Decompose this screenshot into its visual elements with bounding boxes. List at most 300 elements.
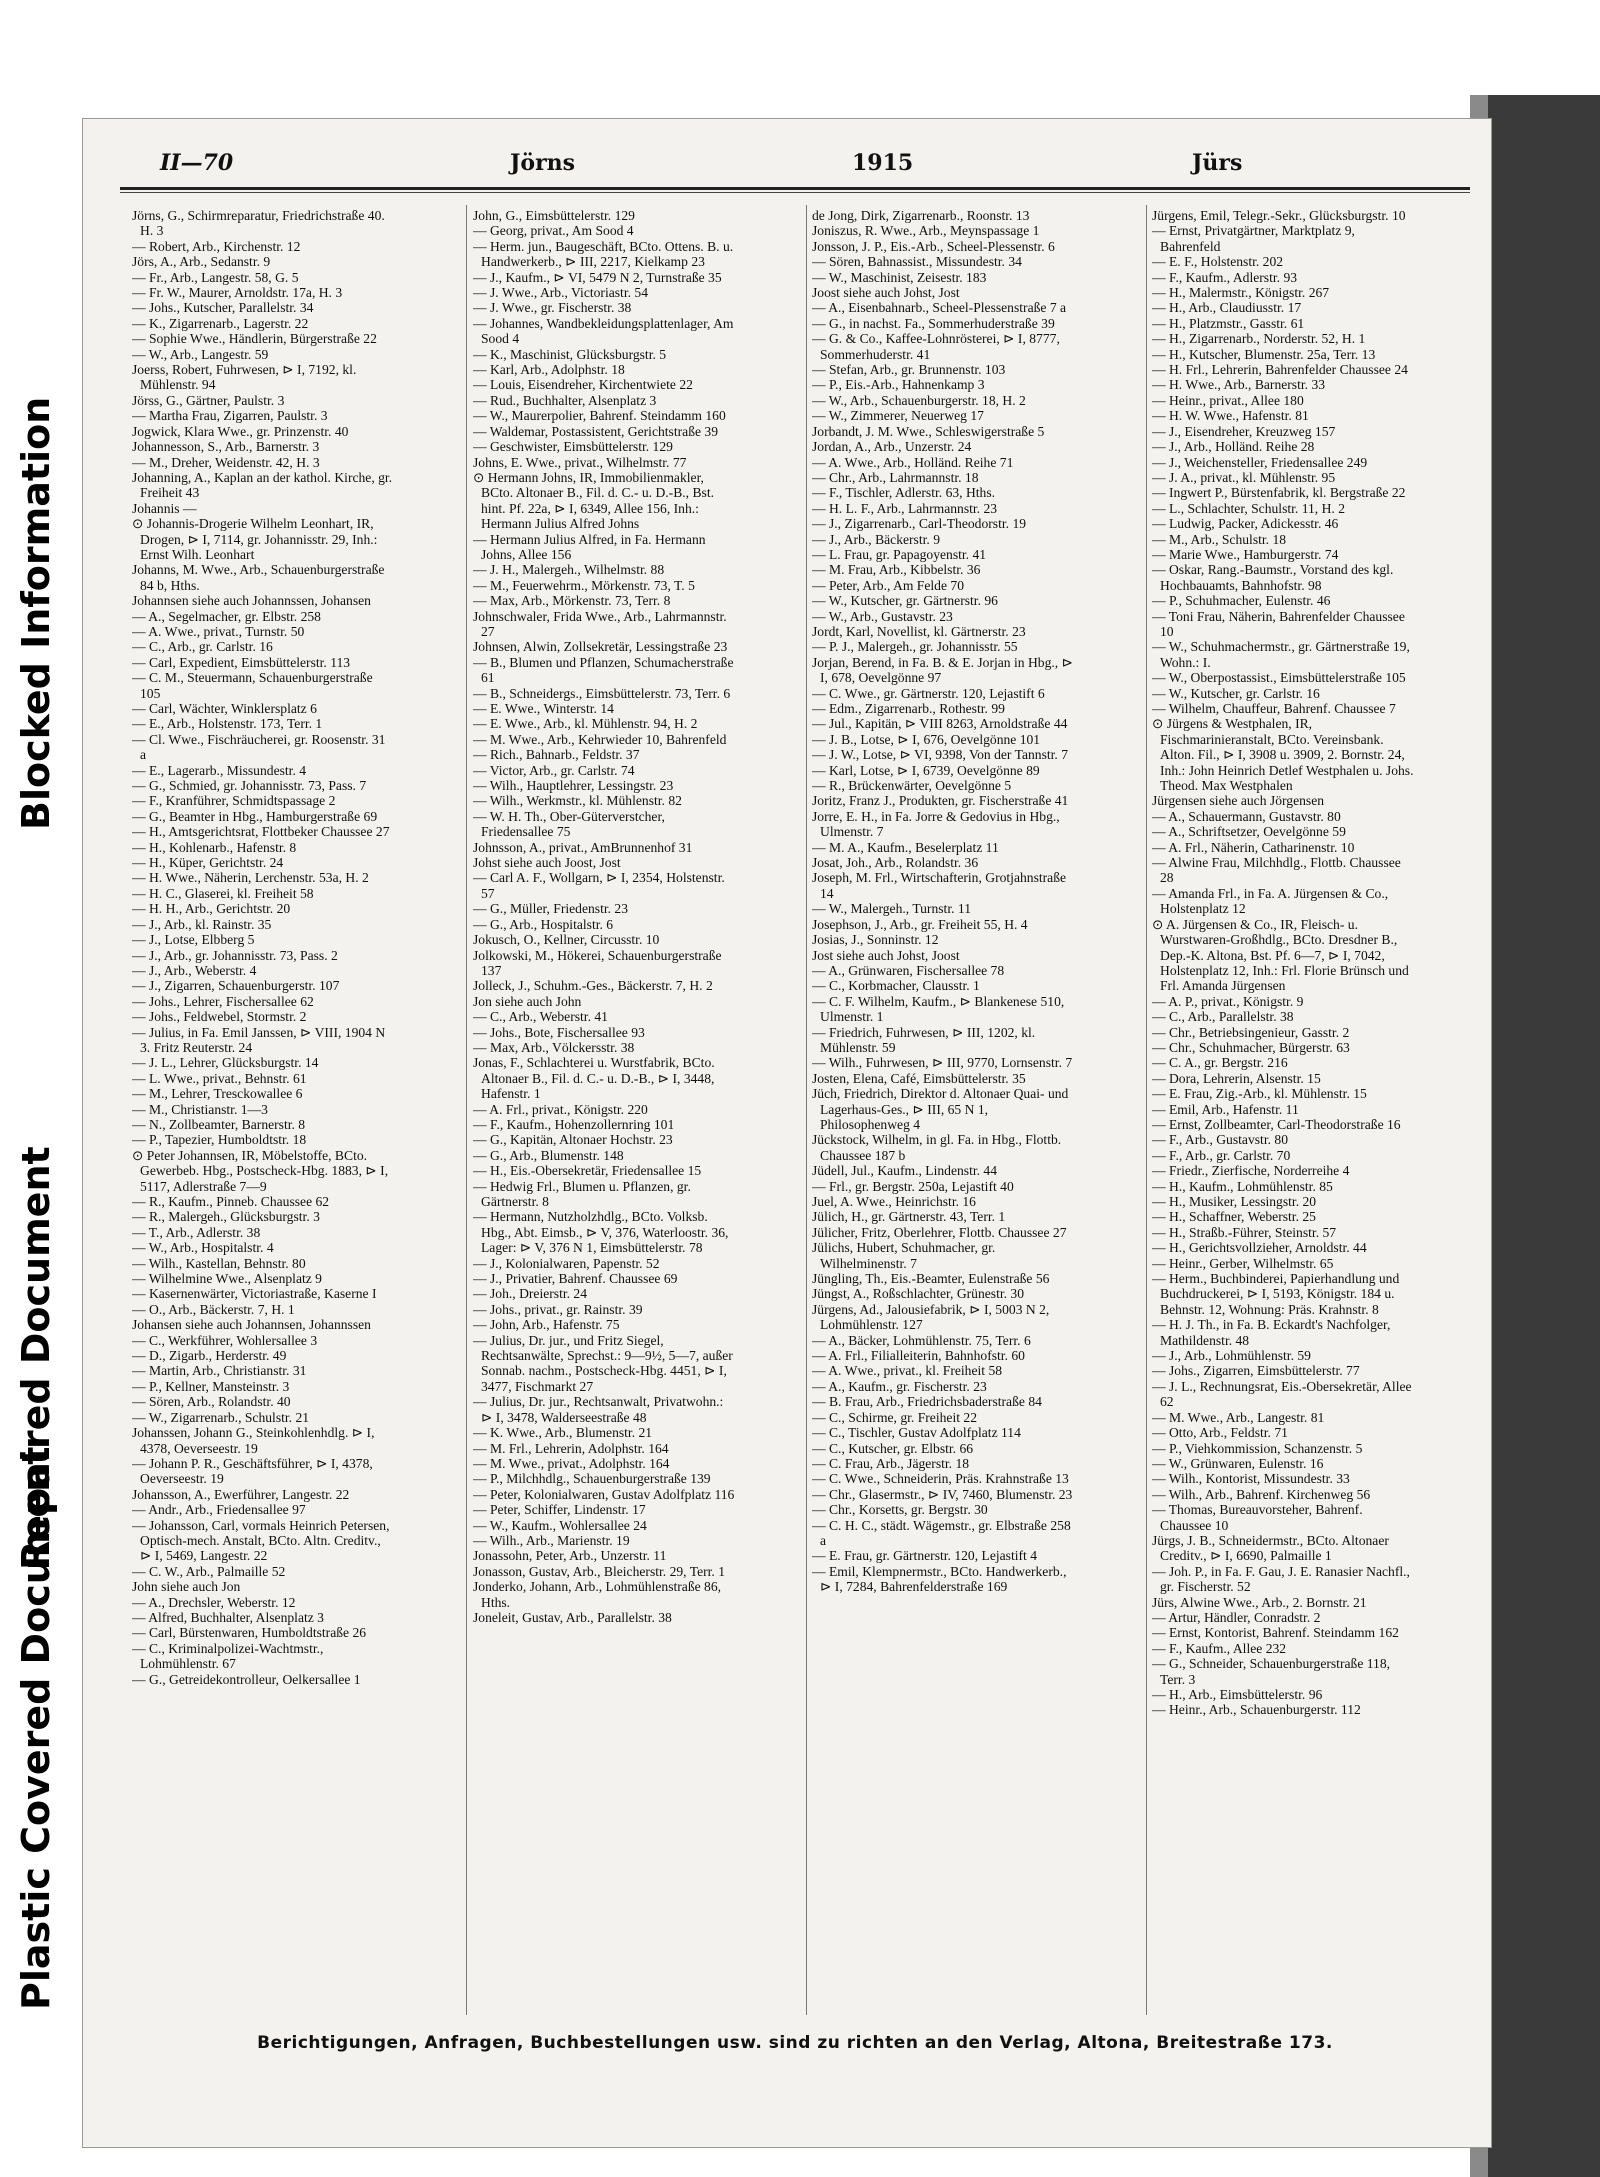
directory-entry: — J., Kaufm., ⊳ VI, 5479 N 2, Turnstraße 35	[473, 269, 722, 285]
footer-notice: Berichtigungen, Anfragen, Buchbestellungen usw. sind zu richten an den Verlag, Altona, Breitestraße 173.	[257, 2033, 1333, 2053]
directory-entry: Johst siehe auch Joost, Jost	[473, 855, 621, 871]
directory-entry: Jolkowski, M., Hökerei, Schauenburgerstraße 137	[473, 947, 722, 978]
directory-entry: Jorjan, Berend, in Fa. B. & E. Jorjan in Hbg., ⊳ I, 678, Oevelgönne 97	[812, 654, 1073, 686]
directory-entry: — H., Kutscher, Blumenstr. 25a, Terr. 13	[1152, 346, 1376, 362]
directory-entry: Joritz, Franz J., Produkten, gr. Fischerstraße 41	[812, 793, 1069, 809]
directory-entry: — Johs., Lehrer, Fischersallee 62	[132, 993, 314, 1009]
directory-entry: — Johs., Kutscher, Parallelstr. 34	[132, 300, 314, 316]
directory-entry: — J. W., Lotse, ⊳ VI, 9398, Von der Tannstr. 7	[812, 747, 1069, 763]
directory-entry: — Fr., Arb., Langestr. 58, G. 5	[132, 269, 299, 285]
directory-entry: — A., Eisenbahnarb., Scheel-Plessenstraße 7 a	[812, 300, 1067, 316]
directory-entry: Johnsen, Alwin, Zollsekretär, Lessingstraße 23	[473, 639, 728, 655]
directory-entry: Johanns, M. Wwe., Arb., Schauenburgerstraße 84 b, Hths.	[132, 562, 385, 593]
directory-entry: — M., Dreher, Weidenstr. 42, H. 3	[132, 454, 320, 470]
directory-entry: — H., Amtsgerichtsrat, Flottbeker Chaussee 27	[132, 824, 390, 840]
directory-entry: — Wilhelm, Chauffeur, Bahrenf. Chaussee 7	[1152, 701, 1396, 716]
directory-entry: — Carl, Bürstenwaren, Humboldtstraße 26	[132, 1625, 367, 1641]
directory-entry: — F., Tischler, Adlerstr. 63, Hths.	[812, 485, 996, 501]
directory-entry: — Sören, Bahnassist., Missundestr. 34	[812, 254, 1022, 270]
directory-entry: ⊙ Peter Johannsen, IR, Möbelstoffe, BCto. Gewerbeb. Hbg., Postscheck-Hbg. 1883, ⊳ I, 5117, Adlerstraße 7—9	[132, 1147, 389, 1194]
directory-entry: Jürgensen siehe auch Jörgensen	[1152, 793, 1325, 809]
directory-entry: — Ernst, Zollbeamter, Carl-Theodorstraße 16	[1152, 1116, 1401, 1132]
directory-entry: — H., Malermstr., Königstr. 267	[1152, 285, 1330, 301]
directory-entry: — Herm. jun., Baugeschäft, BCto. Ottens. B. u. Handwerkerb., ⊳ III, 2217, Kielkamp 23	[473, 238, 734, 270]
directory-entry: — H., Musiker, Lessingstr. 20	[1152, 1194, 1317, 1209]
directory-entry: — C., Kriminalpolizei-Wachtmstr., Lohmühlenstr. 67	[132, 1640, 324, 1672]
directory-entry: — Johs., Feldwebel, Stormstr. 2	[132, 1009, 307, 1025]
directory-entry: — Carl, Expedient, Eimsbüttelerstr. 113	[132, 654, 351, 670]
directory-entry: — J., Arb., gr. Johannisstr. 73, Pass. 2	[132, 947, 338, 963]
directory-entry: — Peter, Kolonialwaren, Gustav Adolfplatz 116	[473, 1486, 735, 1502]
directory-entry: — Chr., Arb., Lahrmannstr. 18	[812, 469, 979, 485]
directory-entry: — H., Gerichtsvollzieher, Arnoldstr. 44	[1152, 1240, 1367, 1256]
header-rule	[120, 187, 1470, 190]
directory-entry: Jüngst, A., Roßschlachter, Grünestr. 30	[812, 1286, 1025, 1302]
directory-column-3	[812, 208, 1074, 2013]
directory-entry: — E. Frau, gr. Gärtnerstr. 120, Lejastift 4	[812, 1548, 1038, 1564]
header-rule-thin	[120, 192, 1470, 193]
directory-entry: Jost siehe auch Johst, Joost	[812, 947, 960, 963]
directory-entry: — Cl. Wwe., Fischräucherei, gr. Roosenstr. 31 a	[132, 731, 386, 763]
directory-entry: — Heinr., Gerber, Wilhelmstr. 65	[1152, 1255, 1334, 1271]
directory-entry: Joniszus, R. Wwe., Arb., Meynspassage 1	[812, 223, 1040, 239]
directory-entry: — H., Küper, Gerichtstr. 24	[132, 855, 284, 871]
directory-entry: — J. L., Lehrer, Glücksburgstr. 14	[132, 1055, 319, 1071]
directory-entry: — Martin, Arb., Christianstr. 31	[132, 1363, 307, 1379]
directory-entry: — J. Wwe., gr. Fischerstr. 38	[473, 300, 632, 316]
directory-entry: — K., Zigarrenarb., Lagerstr. 22	[132, 315, 309, 331]
directory-entry: Jüdell, Jul., Kaufm., Lindenstr. 44	[812, 1163, 998, 1179]
directory-entry: — Carl, Wächter, Winklersplatz 6	[132, 701, 317, 716]
directory-entry: — Wilh., Kastellan, Behnstr. 80	[132, 1255, 306, 1271]
directory-entry: ⊙ Hermann Johns, IR, Immobilienmakler, BCto. Altonaer B., Fil. d. C.- u. D.-B., Bst. hint. Pf. 22a, ⊳ I, 6349, Allee 156, Inh.: Hermann Julius Alfred Johns	[473, 469, 714, 532]
directory-entry: — M., Arb., Schulstr. 18	[1152, 531, 1287, 547]
directory-entry: Joost siehe auch Johst, Jost	[812, 285, 960, 301]
directory-entry: — W., Zimmerer, Neuerweg 17	[812, 408, 984, 424]
directory-entry: Jokusch, O., Kellner, Circusstr. 10	[473, 932, 660, 948]
directory-entry: — E. Wwe., Arb., kl. Mühlenstr. 94, H. 2	[473, 716, 698, 732]
directory-entry: — C. F. Wilhelm, Kaufm., ⊳ Blankenese 510, Ulmenstr. 1	[812, 993, 1065, 1025]
column-divider	[1146, 205, 1147, 2015]
directory-entry: — H., Arb., Claudiusstr. 17	[1152, 300, 1302, 316]
directory-entry: — Alwine Frau, Milchhdlg., Flottb. Chaussee 28	[1152, 855, 1401, 886]
directory-entry: — Chr., Schuhmacher, Bürgerstr. 63	[1152, 1039, 1350, 1055]
directory-entry: — Wilh., Arb., Marienstr. 19	[473, 1532, 630, 1548]
directory-entry: — Max, Arb., Mörkenstr. 73, Terr. 8	[473, 593, 671, 609]
directory-column-4	[1152, 208, 1414, 2013]
directory-entry: Jörss, G., Gärtner, Paulstr. 3	[132, 392, 285, 408]
directory-entry: — Johs., Zigarren, Eimsbüttelerstr. 77	[1152, 1363, 1360, 1379]
directory-entry: — P., Schuhmacher, Eulenstr. 46	[1152, 593, 1331, 609]
directory-entry: — A. Wwe., Arb., Holländ. Reihe 71	[812, 454, 1014, 470]
directory-entry: Jorbandt, J. M. Wwe., Schleswigerstraße 5	[812, 423, 1045, 439]
directory-entry: — W., Schuhmachermstr., gr. Gärtnerstraße 19, Wohn.: I.	[1152, 639, 1410, 670]
directory-entry: — N., Zollbeamter, Barnerstr. 8	[132, 1116, 306, 1132]
directory-entry: — A., Grünwaren, Fischersallee 78	[812, 962, 1005, 978]
directory-entry: — G., Schmied, gr. Johannisstr. 73, Pass. 7	[132, 778, 367, 794]
directory-entry: — J. A., privat., kl. Mühlenstr. 95	[1152, 469, 1336, 485]
directory-entry: Johansen siehe auch Johannsen, Johannssen	[132, 1317, 371, 1333]
directory-entry: — C. H. C., städt. Wägemstr., gr. Elbstraße 258 a	[812, 1517, 1071, 1548]
directory-entry: Jordt, Karl, Novellist, kl. Gärtnerstr. 23	[812, 623, 1026, 639]
directory-entry: — H. Wwe., Arb., Barnerstr. 33	[1152, 377, 1326, 393]
directory-entry: — Artur, Händler, Conradstr. 2	[1152, 1609, 1321, 1625]
directory-entry: — Johannes, Wandbekleidungsplattenlager, Am Sood 4	[473, 315, 734, 347]
directory-entry: — Johann P. R., Geschäftsführer, ⊳ I, 4378, Oeverseestr. 19	[132, 1455, 373, 1487]
directory-entry: — E., Lagerarb., Missundestr. 4	[132, 762, 307, 778]
side-label-blocked: Blocked Information	[14, 396, 58, 830]
directory-entry: — A. Wwe., privat., Turnstr. 50	[132, 623, 305, 639]
directory-entry: Jürgens, Ad., Jalousiefabrik, ⊳ I, 5003 N 2, Lohmühlenstr. 127	[812, 1301, 1050, 1333]
directory-entry: — J., Privatier, Bahrenf. Chaussee 69	[473, 1271, 678, 1287]
directory-entry: — H., Eis.-Obersekretär, Friedensallee 15	[473, 1163, 702, 1179]
directory-entry: — A. P., privat., Königstr. 9	[1152, 993, 1304, 1009]
directory-entry: — A., Kaufm., gr. Fischerstr. 23	[812, 1378, 987, 1394]
column-divider	[466, 205, 467, 2015]
directory-entry: Johannis —	[132, 500, 197, 516]
directory-entry: — A., Drechsler, Weberstr. 12	[132, 1594, 296, 1610]
directory-entry: — Carl A. F., Wollgarn, ⊳ I, 2354, Holstenstr. 57	[473, 870, 725, 901]
directory-entry: — F., Kaufm., Hohenzollernring 101	[473, 1116, 675, 1132]
directory-entry: — Dora, Lehrerin, Alsenstr. 15	[1152, 1070, 1321, 1086]
directory-entry: — A., Schriftsetzer, Oevelgönne 59	[1152, 824, 1346, 840]
directory-entry: — Edm., Zigarrenarb., Rothestr. 99	[812, 701, 1005, 716]
directory-entry: — M. Wwe., Arb., Kehrwieder 10, Bahrenfeld	[473, 731, 727, 747]
directory-entry: — Emil, Arb., Hafenstr. 11	[1152, 1101, 1299, 1117]
directory-entry: — Sören, Arb., Rolandstr. 40	[132, 1394, 291, 1410]
directory-entry: — H., Platzmstr., Gasstr. 61	[1152, 315, 1305, 331]
directory-entry: — C., Werkführer, Wohlersallee 3	[132, 1332, 318, 1348]
directory-entry: — M., Christianstr. 1—3	[132, 1101, 268, 1117]
directory-entry: — Jul., Kapitän, ⊳ VIII 8263, Arnoldstraße 44	[812, 716, 1068, 732]
directory-entry: — C., Schirme, gr. Freiheit 22	[812, 1409, 977, 1425]
directory-entry: — Otto, Arb., Feldstr. 71	[1152, 1425, 1288, 1441]
directory-entry: Jonas, F., Schlachterei u. Wurstfabrik, BCto. Altonaer B., Fil. d. C.- u. D.-B., ⊳ I, 3448, Hafenstr. 1	[473, 1055, 715, 1102]
directory-entry: — W., Maurerpolier, Bahrenf. Steindamm 160	[473, 408, 726, 424]
directory-entry: — H. Frl., Lehrerin, Bahrenfelder Chaussee 24	[1152, 362, 1408, 378]
directory-entry: Johansson, A., Ewerführer, Langestr. 22	[132, 1486, 350, 1502]
directory-entry: — Hedwig Frl., Blumen u. Pflanzen, gr. Gärtnerstr. 8	[473, 1178, 691, 1209]
directory-entry: — A. Frl., privat., Königstr. 220	[473, 1101, 648, 1117]
directory-entry: — C., Kutscher, gr. Elbstr. 66	[812, 1440, 974, 1456]
directory-entry: Johanssen, Johann G., Steinkohlenhdlg. ⊳ I, 4378, Oeverseestr. 19	[132, 1425, 375, 1456]
directory-entry: — W., Maschinist, Zeisestr. 183	[812, 269, 987, 285]
side-labels	[0, 200, 62, 2140]
header-right-word: Jürs	[1192, 150, 1243, 176]
directory-entry: Jürs, Alwine Wwe., Arb., 2. Bornstr. 21	[1152, 1594, 1367, 1610]
directory-entry: Jüch, Friedrich, Direktor d. Altonaer Quai- und Lagerhaus-Ges., ⊳ III, 65 N 1, Philosophenweg 4	[812, 1086, 1069, 1132]
directory-entry: — P. J., Malergeh., gr. Johannisstr. 55	[812, 639, 1018, 655]
directory-entry: — Julius, Dr. jur., Rechtsanwalt, Privatwohn.: ⊳ I, 3478, Walderseestraße 48	[473, 1394, 724, 1425]
directory-entry: — W., Zigarrenarb., Schulstr. 21	[132, 1409, 310, 1425]
directory-entry: Jürgens, Emil, Telegr.-Sekr., Glücksburgstr. 10	[1152, 208, 1406, 223]
directory-entry: — Hermann Julius Alfred, in Fa. Hermann Johns, Allee 156	[473, 531, 706, 562]
directory-entry: — A. Wwe., privat., kl. Freiheit 58	[812, 1363, 1003, 1379]
directory-entry: Joneleit, Gustav, Arb., Parallelstr. 38	[473, 1609, 672, 1625]
directory-entry: — H. W. Wwe., Hafenstr. 81	[1152, 408, 1309, 424]
directory-entry: Jörs, A., Arb., Sedanstr. 9	[132, 254, 271, 270]
directory-entry: — P., Eis.-Arb., Hahnenkamp 3	[812, 377, 985, 393]
directory-entry: — G., Arb., Hospitalstr. 6	[473, 916, 614, 932]
directory-entry: — H. L. F., Arb., Lahrmannstr. 23	[812, 500, 998, 516]
directory-entry: — L. Wwe., privat., Behnstr. 61	[132, 1070, 307, 1086]
directory-entry: — H., Schaffner, Weberstr. 25	[1152, 1209, 1316, 1225]
directory-entry: — B., Blumen und Pflanzen, Schumacherstraße 61	[473, 654, 734, 686]
directory-entry: Johanning, A., Kaplan an der kathol. Kirche, gr. Freiheit 43	[132, 469, 393, 501]
directory-entry: — E. Frau, Zig.-Arb., kl. Mühlenstr. 15	[1152, 1086, 1367, 1102]
directory-entry: — Johansson, Carl, vormals Heinrich Petersen, Optisch-mech. Anstalt, BCto. Altn. Creditv., ⊳ I, 5469, Langestr. 22	[132, 1517, 390, 1564]
header-left-word: Jörns	[510, 150, 576, 176]
directory-entry: — J. Wwe., Arb., Victoriastr. 54	[473, 285, 649, 301]
directory-entry: — W., Arb., Schauenburgerstr. 18, H. 2	[812, 392, 1026, 408]
directory-entry: — D., Zigarb., Herderstr. 49	[132, 1348, 287, 1364]
directory-entry: — J., Eisendreher, Kreuzweg 157	[1152, 423, 1336, 439]
directory-entry: — Johs., Bote, Fischersallee 93	[473, 1024, 645, 1040]
directory-entry: Jordan, A., Arb., Unzerstr. 24	[812, 439, 972, 455]
directory-entry: — J., Lotse, Elbberg 5	[132, 932, 255, 948]
directory-entry: Jogwick, Klara Wwe., gr. Prinzenstr. 40	[132, 423, 349, 439]
directory-entry: ⊙ A. Jürgensen & Co., IR, Fleisch- u. Wurstwaren-Großhdlg., BCto. Dresdner B., Dep.-K. Altona, Bst. Pf. 6—7, ⊳ I, 7042, Holstenplatz 12, Inh.: Frl. Florie Brünsch und Frl. Amanda Jürgensen	[1152, 916, 1409, 994]
directory-entry: Josias, J., Sonninstr. 12	[812, 932, 939, 948]
directory-entry: — Heinr., Arb., Schauenburgerstr. 112	[1152, 1702, 1361, 1718]
page-number: II—70	[160, 150, 234, 176]
directory-entry: — Julius, Dr. jur., und Fritz Siegel, Rechtsanwälte, Sprechst.: 9—9½, 5—7, außer Sonnab. nachm., Postscheck-Hbg. 4451, ⊳ I, 3477, Fischmarkt 27	[473, 1332, 733, 1394]
directory-entry: — H., Kohlenarb., Hafenstr. 8	[132, 839, 297, 855]
directory-entry: — L., Schlachter, Schulstr. 11, H. 2	[1152, 500, 1346, 516]
directory-entry: — M. A., Kaufm., Beselerplatz 11	[812, 839, 999, 855]
directory-entry: — J., Zigarrenarb., Carl-Theodorstr. 19	[812, 516, 1027, 532]
directory-entry: Jonderko, Johann, Arb., Lohmühlenstraße 86, Hths.	[473, 1579, 722, 1610]
directory-entry: — Karl, Lotse, ⊳ I, 6739, Oevelgönne 89	[812, 762, 1040, 778]
directory-entry: — A. Frl., Filialleiterin, Bahnhofstr. 60	[812, 1348, 1025, 1364]
directory-entry: — H. J. Th., in Fa. B. Eckardt's Nachfolger, Mathildenstr. 48	[1152, 1317, 1391, 1348]
directory-entry: Jorre, E. H., in Fa. Jorre & Gedovius in Hbg., Ulmenstr. 7	[812, 808, 1060, 840]
directory-entry: — E., Arb., Holstenstr. 173, Terr. 1	[132, 716, 323, 732]
directory-entry: — W. H. Th., Ober-Güterverstcher, Friedensallee 75	[473, 808, 665, 840]
directory-entry: — Wilh., Werkmstr., kl. Mühlenstr. 82	[473, 793, 682, 809]
directory-entry: — J., Arb., Holländ. Reihe 28	[1152, 439, 1315, 455]
directory-entry: — C., Arb., gr. Carlstr. 16	[132, 639, 273, 655]
directory-entry: — Waldemar, Postassistent, Gerichtstraße 39	[473, 423, 719, 439]
directory-entry: — M. Wwe., privat., Adolphstr. 164	[473, 1455, 670, 1471]
directory-entry: Jolleck, J., Schuhm.-Ges., Bäckerstr. 7, H. 2	[473, 978, 713, 994]
directory-entry: Jon siehe auch John	[473, 993, 582, 1009]
directory-entry: — Marie Wwe., Hamburgerstr. 74	[1152, 546, 1339, 562]
directory-entry: — Robert, Arb., Kirchenstr. 12	[132, 238, 301, 254]
directory-entry: — Ingwert P., Bürstenfabrik, kl. Bergstraße 22	[1152, 485, 1406, 501]
directory-entry: — J., Arb., kl. Rainstr. 35	[132, 916, 272, 932]
directory-entry: John, G., Eimsbüttelerstr. 129	[473, 208, 635, 223]
directory-entry: — W., Malergeh., Turnstr. 11	[812, 901, 971, 917]
directory-entry: — H., Arb., Eimsbüttelerstr. 96	[1152, 1687, 1323, 1702]
directory-entry: — F., Arb., gr. Carlstr. 70	[1152, 1147, 1291, 1163]
directory-entry: — W., Kutscher, gr. Carlstr. 16	[1152, 685, 1320, 701]
directory-entry: — Stefan, Arb., gr. Brunnenstr. 103	[812, 362, 1006, 378]
directory-entry: — W., Arb., Langestr. 59	[132, 346, 269, 362]
directory-entry: — M. Frl., Lehrerin, Adolphstr. 164	[473, 1440, 669, 1456]
directory-entry: — F., Kranführer, Schmidtspassage 2	[132, 793, 336, 809]
side-label-repaired: Repaired Document	[14, 1146, 58, 1570]
directory-entry: — K. Wwe., Arb., Blumenstr. 21	[473, 1425, 653, 1441]
directory-entry: Johns, E. Wwe., privat., Wilhelmstr. 77	[473, 454, 687, 470]
directory-entry: — Ernst, Kontorist, Bahrenf. Steindamm 162	[1152, 1625, 1399, 1641]
directory-entry: — Oskar, Rang.-Baumstr., Vorstand des kgl. Hochbauamts, Bahnhofstr. 98	[1152, 562, 1394, 593]
directory-entry: — Chr., Glasermstr., ⊳ IV, 7460, Blumenstr. 23	[812, 1486, 1073, 1502]
directory-entry: — M., Lehrer, Tresckowallee 6	[132, 1086, 303, 1102]
directory-entry: — H., Kaufm., Lohmühlenstr. 85	[1152, 1178, 1333, 1194]
directory-entry: Juel, A. Wwe., Heinrichstr. 16	[812, 1194, 976, 1209]
directory-entry: — H., Straßb.-Führer, Steinstr. 57	[1152, 1224, 1337, 1240]
directory-entry: — G., Getreidekontrolleur, Oelkersallee 1	[132, 1671, 361, 1687]
directory-entry: Jülichs, Hubert, Schuhmacher, gr. Wilhelminenstr. 7	[812, 1240, 996, 1271]
directory-entry: Jonsson, J. P., Eis.-Arb., Scheel-Plessenstr. 6	[812, 238, 1055, 254]
directory-entry: — P., Tapezier, Humboldtstr. 18	[132, 1132, 307, 1148]
directory-entry: ⊙ Jürgens & Westphalen, IR, Fischmarinieranstalt, BCto. Vereinsbank. Alton. Fil., ⊳ I, 3908 u. 3909, 2. Bornstr. 24, Inh.: John Heinrich Detlef Westphalen u. Johs. Theod. Max Westphalen	[1152, 716, 1414, 794]
directory-column-1	[132, 208, 394, 2013]
directory-entry: — R., Brückenwärter, Oevelgönne 5	[812, 778, 1012, 794]
directory-entry: — J. L., Rechnungsrat, Eis.-Obersekretär, Allee 62	[1152, 1378, 1412, 1410]
directory-entry: — Ludwig, Packer, Adickesstr. 46	[1152, 516, 1339, 532]
directory-entry: — Martha Frau, Zigarren, Paulstr. 3	[132, 408, 328, 424]
directory-entry: — M. Wwe., Arb., Langestr. 81	[1152, 1409, 1325, 1425]
directory-entry: — C. A., gr. Bergstr. 216	[1152, 1055, 1288, 1071]
directory-entry: — F., Kaufm., Allee 232	[1152, 1640, 1287, 1656]
directory-entry: — Wilh., Fuhrwesen, ⊳ III, 9770, Lornsenstr. 7	[812, 1055, 1073, 1071]
directory-entry: — Friedr., Zierfische, Norderreihe 4	[1152, 1163, 1350, 1179]
directory-entry: — G., Müller, Friedenstr. 23	[473, 901, 629, 917]
directory-entry: — Wilh., Hauptlehrer, Lessingstr. 23	[473, 778, 674, 794]
directory-entry: — G., in nachst. Fa., Sommerhuderstraße 39	[812, 315, 1055, 331]
directory-entry: — A., Bäcker, Lohmühlenstr. 75, Terr. 6	[812, 1332, 1031, 1348]
directory-entry: — J. H., Malergeh., Wilhelmstr. 88	[473, 562, 665, 578]
directory-entry: — T., Arb., Adlerstr. 38	[132, 1224, 261, 1240]
directory-entry: — Thomas, Bureauvorsteher, Bahrenf. Chaussee 10	[1152, 1502, 1363, 1533]
directory-entry: — C., Arb., Parallelstr. 38	[1152, 1009, 1294, 1025]
directory-entry: — Rud., Buchhalter, Alsenplatz 3	[473, 392, 657, 408]
directory-entry: ⊙ Johannis-Drogerie Wilhelm Leonhart, IR, Drogen, ⊳ I, 7114, gr. Johannisstr. 29, Inh.: Ernst Wilh. Leonhart	[132, 516, 378, 562]
directory-entry: — Sophie Wwe., Händlerin, Bürgerstraße 22	[132, 331, 377, 347]
directory-entry: — W., Grünwaren, Eulenstr. 16	[1152, 1455, 1324, 1471]
directory-entry: — P., Kellner, Mansteinstr. 3	[132, 1378, 290, 1394]
directory-entry: — Heinr., privat., Allee 180	[1152, 392, 1304, 408]
directory-entry: — Ernst, Privatgärtner, Marktplatz 9, Bahrenfeld	[1152, 223, 1355, 254]
directory-column-2	[473, 208, 735, 2013]
directory-entry: — K., Maschinist, Glücksburgstr. 5	[473, 346, 667, 362]
directory-entry: — W., Kaufm., Wohlersallee 24	[473, 1517, 647, 1533]
directory-entry: — Herm., Buchbinderei, Papierhandlung und Buchdruckerei, ⊳ I, 5193, Königstr. 184 u. Behnstr. 12, Wohnung: Präs. Krahnstr. 8	[1152, 1271, 1400, 1317]
directory-entry: Johannsen siehe auch Johannssen, Johansen	[132, 593, 371, 609]
directory-entry: — B., Schneidergs., Eimsbüttelerstr. 73, Terr. 6	[473, 685, 731, 701]
page-header	[80, 150, 1470, 186]
directory-entry: Joseph, M. Frl., Wirtschafterin, Grotjahnstraße 14	[812, 870, 1067, 901]
directory-entry: Johannesson, S., Arb., Barnerstr. 3	[132, 439, 320, 455]
directory-entry: — A., Schauermann, Gustavstr. 80	[1152, 808, 1341, 824]
directory-entry: — L. Frau, gr. Papagoyenstr. 41	[812, 546, 987, 562]
directory-entry: — Wilh., Kontorist, Missundestr. 33	[1152, 1471, 1350, 1487]
directory-entry: — C. Wwe., Schneiderin, Präs. Krahnstraße 13	[812, 1471, 1069, 1487]
directory-entry: — Georg, privat., Am Sood 4	[473, 223, 634, 239]
directory-entry: — Andr., Arb., Friedensallee 97	[132, 1502, 306, 1518]
directory-entry: — G. & Co., Kaffee-Lohnrösterei, ⊳ I, 8777, Sommerhuderstr. 41	[812, 331, 1060, 362]
directory-entry: — H. Wwe., Näherin, Lerchenstr. 53a, H. 2	[132, 870, 369, 886]
directory-entry: — O., Arb., Bäckerstr. 7, H. 1	[132, 1301, 295, 1317]
directory-entry: — R., Kaufm., Pinneb. Chaussee 62	[132, 1194, 330, 1209]
directory-entry: — J., Arb., Bäckerstr. 9	[812, 531, 940, 547]
directory-entry: — Wilh., Arb., Bahrenf. Kirchenweg 56	[1152, 1486, 1371, 1502]
directory-entry: — Louis, Eisendreher, Kirchentwiete 22	[473, 377, 693, 393]
directory-entry: — Emil, Klempnermstr., BCto. Handwerkerb., ⊳ I, 7284, Bahrenfelderstraße 169	[812, 1563, 1067, 1595]
directory-entry: — A. Frl., Näherin, Catharinenstr. 10	[1152, 839, 1355, 855]
directory-entry: — J., Kolonialwaren, Papenstr. 52	[473, 1255, 660, 1271]
directory-entry: Jückstock, Wilhelm, in gl. Fa. in Hbg., Flottb. Chaussee 187 b	[812, 1132, 1062, 1163]
directory-entry: Johnschwaler, Frida Wwe., Arb., Lahrmannstr. 27	[473, 608, 727, 639]
directory-entry: — G., Beamter in Hbg., Hamburgerstraße 69	[132, 808, 378, 824]
directory-entry: Jürgs, J. B., Schneidermstr., BCto. Altonaer Creditv., ⊳ I, 6690, Palmaille 1	[1152, 1532, 1389, 1564]
directory-entry: — Amanda Frl., in Fa. A. Jürgensen & Co., Holstenplatz 12	[1152, 885, 1389, 917]
directory-entry: — W., Arb., Hospitalstr. 4	[132, 1240, 274, 1256]
directory-entry: — J., Arb., Weberstr. 4	[132, 962, 257, 978]
directory-entry: — C. Frau, Arb., Jägerstr. 18	[812, 1455, 970, 1471]
directory-entry: — M., Feuerwehrm., Mörkenstr. 73, T. 5	[473, 577, 695, 593]
directory-entry: — B. Frau, Arb., Friedrichsbaderstraße 84	[812, 1394, 1042, 1410]
directory-entry: — W., Oberpostassist., Eimsbüttelerstraße 105	[1152, 670, 1406, 686]
directory-entry: — Victor, Arb., gr. Carlstr. 74	[473, 762, 635, 778]
directory-entry: — Joh., Dreierstr. 24	[473, 1286, 588, 1302]
directory-entry: Josat, Joh., Arb., Rolandstr. 36	[812, 855, 979, 871]
directory-entry: Josephson, J., Arb., gr. Freiheit 55, H. 4	[812, 916, 1028, 932]
directory-entry: — Kasernenwärter, Victoriastraße, Kaserne I	[132, 1286, 377, 1302]
directory-entry: de Jong, Dirk, Zigarrenarb., Roonstr. 13	[812, 208, 1030, 223]
header-year: 1915	[852, 150, 914, 176]
directory-entry: — Toni Frau, Näherin, Bahrenfelder Chaussee 10	[1152, 608, 1405, 639]
directory-entry: — C. Wwe., gr. Gärtnerstr. 120, Lejastift 6	[812, 685, 1045, 701]
directory-entry: — F., Kaufm., Adlerstr. 93	[1152, 269, 1298, 285]
directory-entry: — Rich., Bahnarb., Feldstr. 37	[473, 747, 640, 763]
directory-entry: — Johs., privat., gr. Rainstr. 39	[473, 1301, 643, 1317]
directory-entry: — M. Frau, Arb., Kibbelstr. 36	[812, 562, 981, 578]
side-label-plastic: Plastic Covered Document	[14, 1446, 58, 2010]
directory-entry: — R., Malergeh., Glücksburgstr. 3	[132, 1209, 320, 1225]
directory-entry: — Wilhelmine Wwe., Alsenplatz 9	[132, 1271, 322, 1287]
directory-entry: Josten, Elena, Café, Eimsbüttelerstr. 35	[812, 1070, 1026, 1086]
directory-entry: — Max, Arb., Völckersstr. 38	[473, 1039, 635, 1055]
directory-entry: — John, Arb., Hafenstr. 75	[473, 1317, 620, 1333]
directory-entry: — F., Arb., Gustavstr. 80	[1152, 1132, 1288, 1148]
directory-entry: — Peter, Arb., Am Felde 70	[812, 577, 964, 593]
directory-entry: — J., Zigarren, Schauenburgerstr. 107	[132, 978, 340, 994]
directory-entry: — Geschwister, Eimsbüttelerstr. 129	[473, 439, 673, 455]
directory-entry: — J., Arb., Lohmühlenstr. 59	[1152, 1348, 1311, 1364]
directory-entry: — Peter, Schiffer, Lindenstr. 17	[473, 1502, 646, 1518]
directory-entry: — W., Arb., Gustavstr. 23	[812, 608, 953, 624]
directory-entry: Johnsson, A., privat., AmBrunnenhof 31	[473, 839, 693, 855]
directory-entry: Jonassohn, Peter, Arb., Unzerstr. 11	[473, 1548, 667, 1564]
directory-entry: — Joh. P., in Fa. F. Gau, J. E. Ranasier Nachfl., gr. Fischerstr. 52	[1152, 1563, 1410, 1595]
directory-entry: — H. H., Arb., Gerichtstr. 20	[132, 901, 291, 917]
column-divider	[806, 205, 807, 2015]
directory-entry: — Fr. W., Maurer, Arnoldstr. 17a, H. 3	[132, 285, 343, 301]
directory-entry: — Chr., Betriebsingenieur, Gasstr. 2	[1152, 1024, 1350, 1040]
directory-entry: — G., Schneider, Schauenburgerstraße 118, Terr. 3	[1152, 1656, 1391, 1687]
directory-entry: — Chr., Korsetts, gr. Bergstr. 30	[812, 1502, 988, 1518]
directory-entry: — E. F., Holstenstr. 202	[1152, 254, 1284, 270]
directory-entry: — Friedrich, Fuhrwesen, ⊳ III, 1202, kl. Mühlenstr. 59	[812, 1024, 1036, 1055]
directory-entry: Jonasson, Gustav, Arb., Bleicherstr. 29, Terr. 1	[473, 1563, 726, 1579]
directory-entry: — H., Zigarrenarb., Norderstr. 52, H. 1	[1152, 331, 1366, 347]
directory-entry: Jülich, H., gr. Gärtnerstr. 43, Terr. 1	[812, 1209, 1006, 1225]
directory-entry: — G., Kapitän, Altonaer Hochstr. 23	[473, 1132, 673, 1148]
directory-entry: — H. C., Glaserei, kl. Freiheit 58	[132, 885, 314, 901]
